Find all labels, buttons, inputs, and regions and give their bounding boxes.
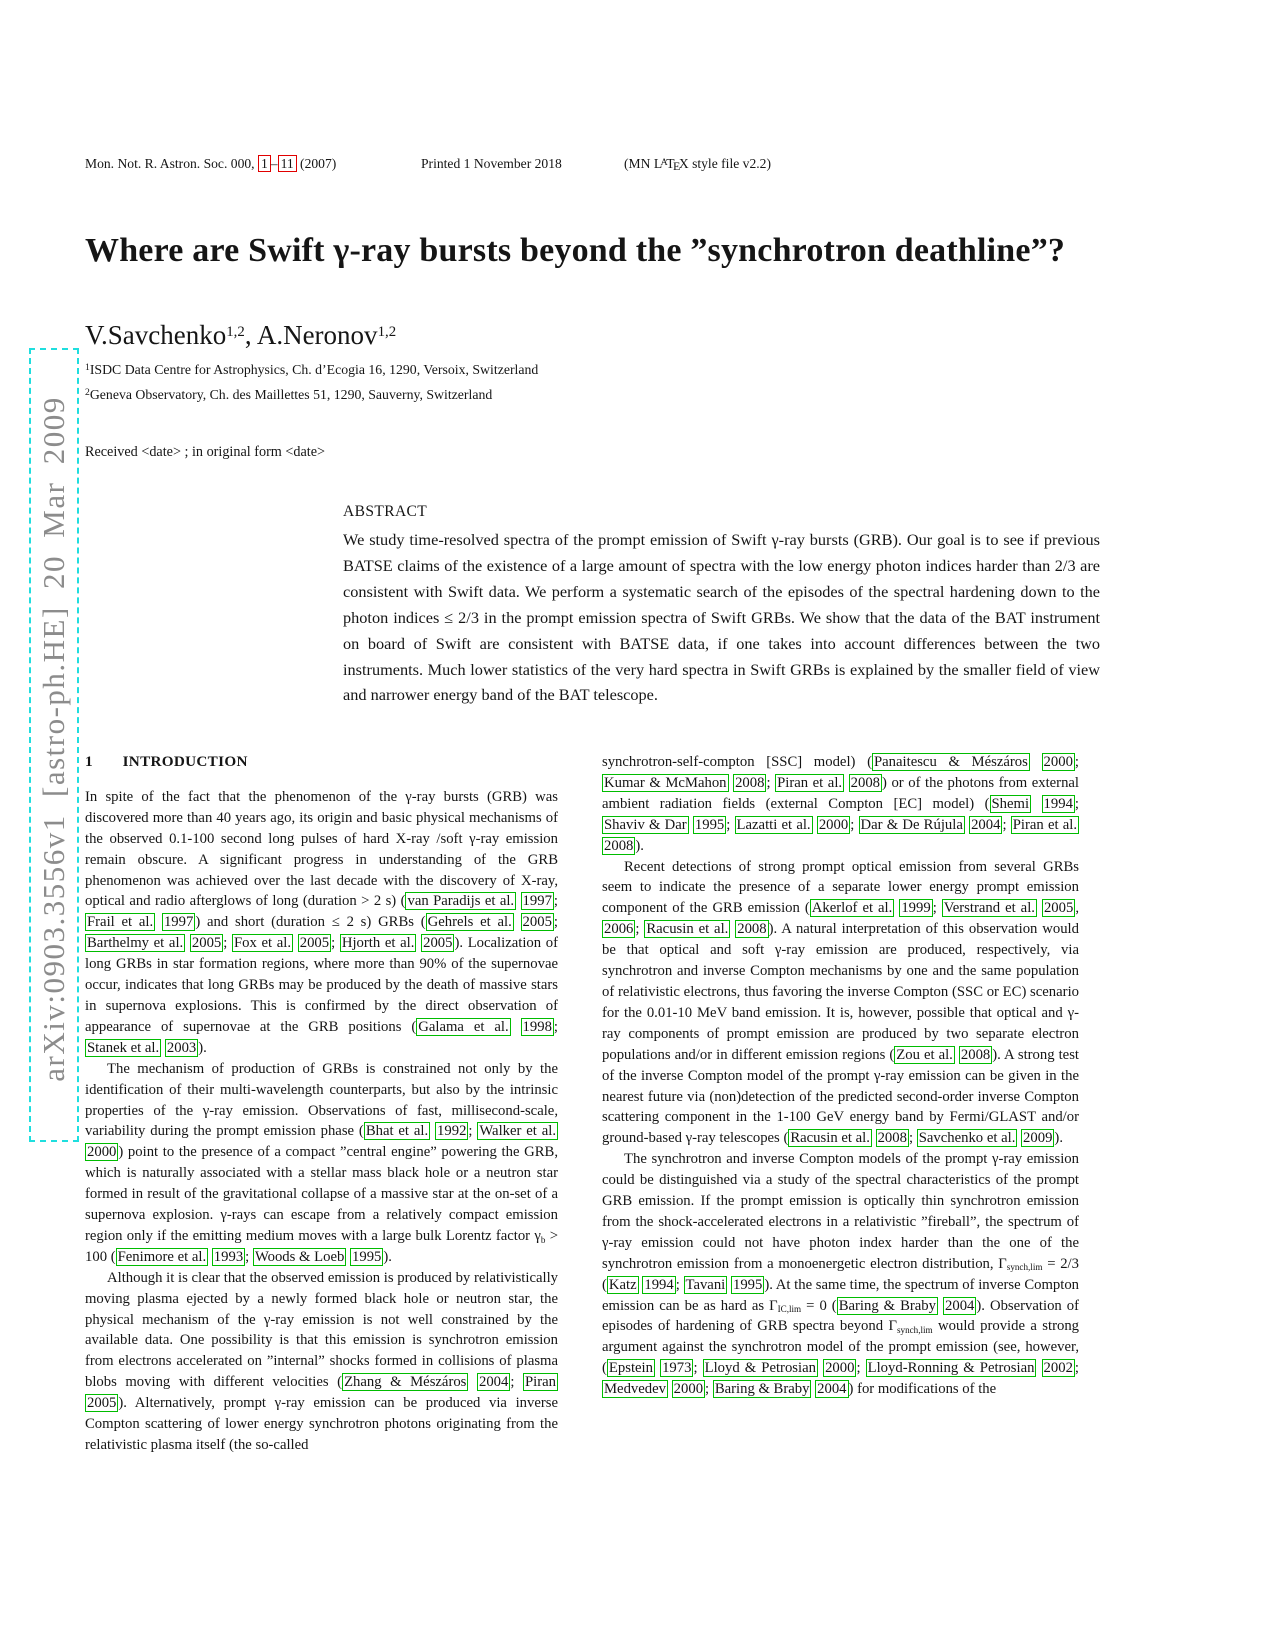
- citation-link[interactable]: Akerlof et al.: [811, 900, 893, 917]
- affiliation-2-sup: 2: [85, 387, 90, 399]
- citation-link[interactable]: 1997: [522, 893, 552, 910]
- citation-link[interactable]: 2000: [1043, 754, 1073, 770]
- citation-link[interactable]: 1995: [694, 816, 725, 833]
- citation-link[interactable]: Tavani: [685, 1276, 726, 1293]
- citation-link[interactable]: 1999: [901, 900, 931, 917]
- citation-link[interactable]: 2004: [478, 1374, 509, 1391]
- citation-link[interactable]: 2008: [604, 837, 634, 854]
- citation-link[interactable]: Fox et al.: [234, 935, 292, 952]
- citation-link[interactable]: Woods & Loeb: [254, 1248, 345, 1265]
- journal-year: (2007): [296, 156, 337, 171]
- style-post: style file v2.2): [688, 156, 771, 171]
- citation-link[interactable]: Walker et al.: [479, 1123, 556, 1140]
- printed-date: Printed 1 November 2018: [421, 156, 562, 171]
- citation-link[interactable]: Zhang & Mészáros: [344, 1374, 467, 1391]
- citation-link[interactable]: 1973: [662, 1360, 692, 1377]
- paragraph: The mechanism of production of GRBs is constrained not only by the identification of their multi-wavelength counterparts, but also by the intrinsic properties of the γ-ray emission. Observations of fast, millisecond-scale, variability during the prompt emission phase ( Bhat et al. 1992 ; Walker et al. 2000 ) point to the presence of a compact ”central engine” powering the GRB, which is naturally associated with a stellar mass black hole or a neutron star formed in result of the gravitational collapse of a massive star at the on-set of a supernova explosion. γ-rays can escape from a relatively compact emission region only if the emitting medium moves with a large bulk Lorentz factor γb > 100 ( Fenimore et al. 1993 ; Woods & Loeb 1995 ).: [85, 1060, 558, 1265]
- citation-link[interactable]: Galama et al.: [418, 1018, 509, 1035]
- affiliation-2: [85, 383, 538, 408]
- paragraph: Although it is clear that the observed emission is produced by relativistically moving plasma ejected by a newly formed black hole or neutron star, the physical mechanism of the γ-ray emission is not well constrained by the available data. One possibility is that this emission is synchrotron emission from electrons accelerated on ”internal” shocks formed in collisions of plasma blobs moving with different velocities ( Zhang & Mészáros 2004 ; Piran 2005 ). Alternatively, prompt γ-ray emission can be produced via inverse Compton scattering of lower energy synchrotron photons originating from the relativistic plasma itself (the so-called: [85, 1269, 558, 1453]
- citation-link[interactable]: 2005: [522, 914, 552, 931]
- paper-title: Where are Swift γ-ray bursts beyond the ”synchrotron deathline”?: [85, 232, 1066, 269]
- section-title: INTRODUCTION: [122, 753, 248, 770]
- citation-link[interactable]: Piran: [524, 1374, 556, 1391]
- citation-link[interactable]: Shaviv & Dar: [604, 816, 687, 833]
- author-separator: ,: [244, 320, 257, 350]
- author-line: [85, 320, 396, 351]
- citation-link[interactable]: 1994: [644, 1276, 674, 1293]
- citation-link[interactable]: Racusin et al.: [790, 1130, 870, 1147]
- citation-link[interactable]: 2004: [817, 1381, 847, 1398]
- citation-link[interactable]: 2000: [673, 1381, 704, 1398]
- citation-link[interactable]: 2005: [87, 1395, 117, 1412]
- citation-link[interactable]: Panaitescu & Mészáros: [873, 754, 1028, 770]
- citation-link[interactable]: 2004: [945, 1297, 975, 1314]
- citation-link[interactable]: Lloyd & Petrosian: [704, 1360, 816, 1377]
- citation-link[interactable]: Baring & Braby: [838, 1297, 936, 1314]
- citation-link[interactable]: 2000: [87, 1144, 117, 1161]
- citation-link[interactable]: Katz: [608, 1276, 637, 1293]
- citation-link[interactable]: Bhat et al.: [365, 1123, 429, 1140]
- citation-link[interactable]: Savchenko et al.: [918, 1130, 1016, 1147]
- citation-link[interactable]: Dar & De Rújula: [860, 816, 963, 833]
- subscript: b: [540, 1234, 546, 1245]
- citation-link[interactable]: 2008: [850, 774, 881, 791]
- citation-link[interactable]: Verstrand et al.: [943, 900, 1035, 917]
- left-column: [85, 752, 558, 1620]
- citation-link[interactable]: 1997: [163, 914, 194, 931]
- running-header: [0, 156, 1275, 176]
- citation-link[interactable]: Barthelmy et al.: [87, 935, 184, 952]
- citation-link[interactable]: 2008: [735, 774, 765, 791]
- citation-link[interactable]: Stanek et al.: [87, 1039, 160, 1056]
- abstract-text: We study time-resolved spectra of the prompt emission of Swift γ-ray bursts (GRB). Our goal is to see if previous BATSE claims of the existence of a large amount of spectra with the low energy photon indices harder than 2/3 are consistent with Swift data. We perform a systematic search of the episodes of the spectral hardening down to the photon indices ≤ 2/3 in the prompt emission spectra of Swift GRBs. We show that the data of the BAT instrument on board of Swift are consistent with BATSE data, if one takes into account differences between the two instruments. Much lower statistics of the very hard spectra in Swift GRBs is explained by the smaller field of view and narrower energy band of the BAT telescope.: [343, 530, 1100, 705]
- subscript: IC,lim: [777, 1304, 802, 1315]
- affiliation-list: [85, 358, 538, 408]
- citation-link[interactable]: 1994: [1043, 795, 1073, 812]
- citation-link[interactable]: 2006: [604, 921, 634, 938]
- affiliation-1-text: ISDC Data Centre for Astrophysics, Ch. d’Ecogia 16, 1290, Versoix, Switzerland: [89, 362, 539, 377]
- citation-link[interactable]: Piran et al.: [777, 774, 843, 791]
- author-1-affil-sup: 1,2: [226, 323, 245, 340]
- author-2: A.Neronov: [256, 320, 378, 350]
- subscript: synch,lim: [896, 1325, 933, 1336]
- citation-link[interactable]: 1995: [352, 1248, 382, 1265]
- citation-link[interactable]: 2004: [971, 816, 1001, 833]
- style-pre: (MN L: [624, 156, 663, 171]
- citation-link[interactable]: 2005: [299, 935, 330, 952]
- citation-link[interactable]: Frail et al.: [87, 914, 154, 931]
- citation-link[interactable]: Epstein: [608, 1360, 653, 1377]
- affiliation-2-text: Geneva Observatory, Ch. des Maillettes 51, 1290, Sauverny, Switzerland: [89, 387, 493, 402]
- left-column-text: [85, 787, 558, 1456]
- paragraph: synchrotron-self-compton [SSC] model) ( Panaitescu & Mészáros 2000 ; Kumar & McMahon 2008 ; Piran et al. 2008 ) or of the photons from external ambient radiation fields (external Compton [EC] model) ( Shemi 1994 ; Shaviv & Dar 1995 ; Lazatti et al. 2000 ; Dar & De Rújula 2004 ; Piran et al. 2008 ).: [602, 754, 1079, 854]
- citation-link[interactable]: 1998: [522, 1018, 552, 1035]
- author-1: V.Savchenko: [85, 320, 227, 350]
- latex-logo-e: E: [673, 159, 681, 174]
- citation-link[interactable]: 2005: [191, 935, 222, 952]
- page-start-link[interactable]: 1: [258, 155, 271, 172]
- subscript: synch,lim: [1006, 1262, 1043, 1273]
- affiliation-1-sup: 1: [85, 362, 90, 374]
- latex-logo-a: A: [660, 156, 668, 168]
- arxiv-identifier-stamp: arXiv:0903.3556v1 [astro-ph.HE] 20 Mar 2009: [36, 396, 71, 1082]
- citation-link[interactable]: Fenimore et al.: [117, 1248, 207, 1265]
- page-end-link[interactable]: 11: [278, 155, 297, 172]
- citation-link[interactable]: Zou et al.: [896, 1046, 953, 1063]
- citation-link[interactable]: 2008: [960, 1046, 991, 1063]
- paragraph: The synchrotron and inverse Compton models of the prompt γ-ray emission could be distinguished via a study of the spectral characteristics of the prompt GRB emission. If the prompt emission is optically thin synchrotron emission from the shock-accelerated electrons in a relativistic ”fireball”, the spectrum of γ-ray emission could not have photon index harder than the one of the synchrotron emission from a monoenergetic electron distribution, Γsynch,lim = 2/3 ( Katz 1994 ; Tavani 1995 ). At the same time, the spectrum of inverse Compton emission can be as hard as ΓIC,lim = 0 ( Baring & Braby 2004 ). Observation of episodes of hardening of GRB spectra beyond Γsynch,lim would provide a strong argument against the synchrotron model of the prompt emission (see, however, ( Epstein 1973 ; Lloyd & Petrosian 2000 ; Lloyd-Ronning & Petrosian 2002 ; Medvedev 2000 ; Baring & Braby 2004 ) for modifications of the: [602, 1151, 1079, 1398]
- author-2-affil-sup: 1,2: [377, 323, 397, 340]
- latex-logo-t: T: [666, 156, 675, 171]
- section-number: 1: [85, 753, 93, 770]
- citation-link[interactable]: 2008: [877, 1130, 907, 1147]
- citation-link[interactable]: 2005: [423, 935, 453, 952]
- latex-logo-x: X: [678, 156, 689, 171]
- right-column: [602, 752, 1079, 1620]
- right-column-text: [602, 752, 1079, 1400]
- citation-link[interactable]: 2000: [818, 816, 849, 833]
- citation-link[interactable]: Lloyd-Ronning & Petrosian: [867, 1360, 1035, 1377]
- citation-link[interactable]: 2002: [1043, 1360, 1073, 1377]
- citation-link[interactable]: 2005: [1043, 900, 1074, 917]
- citation-link[interactable]: Hjorth et al.: [341, 935, 415, 952]
- paragraph: Recent detections of strong prompt optical emission from several GRBs seem to indicate the presence of a separate lower energy prompt emission component of the GRB emission ( Akerlof et al. 1999 ; Verstrand et al. 2005 , 2006 ; Racusin et al. 2008 ). A natural interpretation of this observation would be that optical and soft γ-ray emission are produced, respectively, via synchrotron and inverse Compton mechanisms by one and the same population of relativistic electrons, thus favoring the inverse Compton (SSC or EC) scenario for the 0.01-10 MeV band emission. It is, however, possible that optical and γ-ray components of prompt emission are produced by two separate electron populations and/or in different emission regions ( Zou et al. 2008 ). A strong test of the inverse Compton model of the prompt γ-ray emission can be given in the nearest future via (non)detection of the predicted second-order inverse Compton scattering component in the 1-100 GeV energy band by Fermi/GLAST and/or ground-based γ-ray telescopes ( Racusin et al. 2008 ; Savchenko et al. 2009 ).: [602, 858, 1079, 1147]
- citation-link[interactable]: Lazatti et al.: [736, 816, 811, 833]
- style-file-note: [624, 156, 771, 172]
- citation-link[interactable]: 2008: [737, 921, 767, 938]
- citation-link[interactable]: 1993: [213, 1248, 244, 1265]
- citation-link[interactable]: 1992: [437, 1123, 467, 1140]
- page-range-dash: –: [270, 156, 278, 171]
- citation-link[interactable]: Medvedev: [604, 1381, 666, 1398]
- affiliation-1: [85, 358, 538, 383]
- journal-name: Mon. Not. R. Astron. Soc. 000,: [85, 156, 258, 171]
- citation-link[interactable]: 1995: [732, 1276, 763, 1293]
- paragraph: In spite of the fact that the phenomenon of the γ-ray bursts (GRB) was discovered more than 40 years ago, its origin and basic physical mechanisms of the observed 0.1-100 second long pulses of hard X-ray /soft γ-ray emission remain obscure. A significant progress in understanding of the GRB phenomenon was achieved over the last decade with the discovery of X-ray, optical and radio afterglows of long (duration > 2 s) ( van Paradijs et al. 1997 ; Frail et al. 1997 ) and short (duration ≤ 2 s) GRBs ( Gehrels et al. 2005 ; Barthelmy et al. 2005 ; Fox et al. 2005 ; Hjorth et al. 2005 ). Localization of long GRBs in star formation regions, where more than 90% of the supernovae occur, indicates that long GRBs may be produced by the death of massive stars in supernova explosions. This is confirmed by the direct observation of appearance of supernovae at the GRB positions ( Galama et al. 1998 ; Stanek et al. 2003 ).: [85, 788, 558, 1056]
- citation-link[interactable]: van Paradijs et al.: [407, 893, 515, 910]
- citation-link[interactable]: Kumar & McMahon: [604, 774, 727, 791]
- citation-link[interactable]: Gehrels et al.: [427, 914, 512, 931]
- citation-link[interactable]: Baring & Braby: [714, 1381, 810, 1398]
- citation-link[interactable]: 2003: [166, 1039, 197, 1056]
- citation-link[interactable]: Piran et al.: [1012, 816, 1078, 833]
- received-line: Received <date> ; in original form <date>: [85, 444, 326, 460]
- citation-link[interactable]: Racusin et al.: [646, 921, 729, 938]
- section-1-heading: [85, 752, 558, 773]
- citation-link[interactable]: 2009: [1023, 1130, 1053, 1147]
- citation-link[interactable]: 2000: [825, 1360, 855, 1377]
- citation-link[interactable]: Shemi: [991, 795, 1030, 812]
- abstract-heading: ABSTRACT: [343, 503, 428, 520]
- journal-reference: [85, 156, 336, 172]
